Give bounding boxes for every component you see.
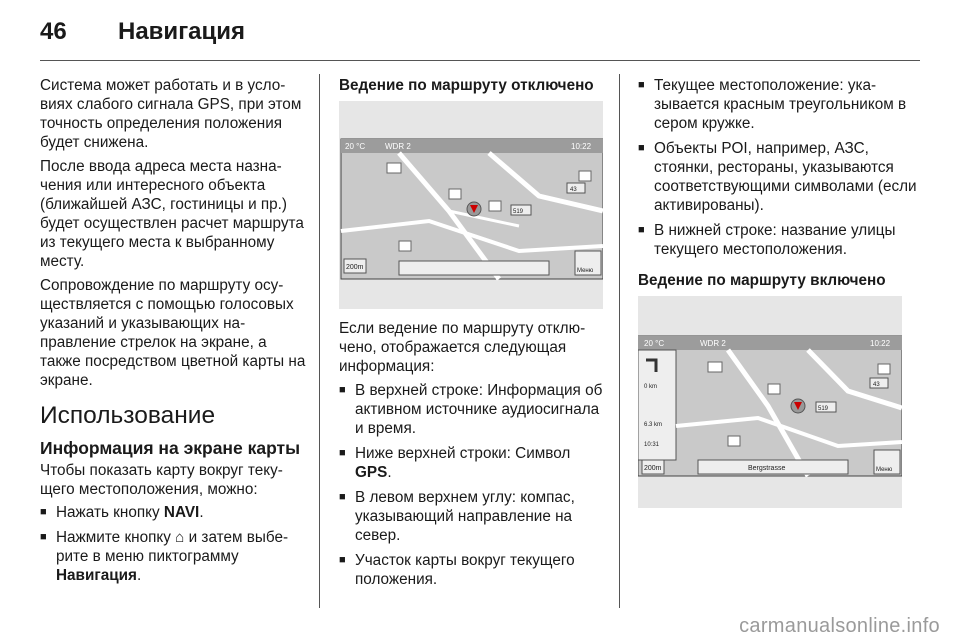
map-remaining-distance: 6.3 km — [644, 422, 663, 428]
column-divider-2 — [619, 74, 620, 608]
column-2 — [339, 76, 609, 595]
gps-label: GPS — [355, 464, 388, 481]
page-number: 46 — [40, 18, 67, 45]
list-item: ■ Нажать кнопку NAVI. — [40, 503, 308, 522]
paragraph: Чтобы показать карту вокруг текущего местоположения, можно: — [40, 462, 283, 498]
map-road-number: 519 — [818, 406, 829, 412]
map-turn-distance: 0 km — [644, 384, 658, 390]
column-divider-1 — [319, 74, 320, 608]
page-title: Навигация — [118, 18, 246, 45]
list-item: ■ В нижней строке: название улицы текущего местоположения. — [638, 221, 920, 259]
map-time: 10:22 — [571, 142, 592, 151]
paragraph: Если ведение по маршруту отключено, отображается следующая информация: — [339, 320, 586, 375]
map-station: WDR 2 — [700, 339, 726, 348]
bullet-list — [40, 503, 308, 585]
list-item: ■ Ниже верхней строки: Символ GPS. — [339, 444, 609, 482]
section-heading: Ведение по маршруту отключено — [339, 77, 594, 94]
watermark: carmanualsonline.info — [739, 615, 940, 637]
map-temp: 20 °C — [345, 142, 366, 151]
column-3 — [638, 76, 920, 518]
map-station: WDR 2 — [385, 142, 411, 151]
map-screenshot-guidance-off — [339, 101, 603, 309]
map-scale: 200m — [644, 465, 662, 472]
list-item: ■ В левом верхнем углу: компас, указывающий направление на север. — [339, 488, 609, 545]
map-screenshot-guidance-on — [638, 296, 902, 508]
section-heading: Ведение по маршруту включено — [638, 272, 886, 289]
map-menu-button: Меню — [577, 268, 594, 274]
home-icon: ⌂ — [175, 529, 185, 546]
paragraph: После ввода адреса места назначения или интересного объекта (ближайшей АЗС, гостиницы и пр.) будет осуществлен расчет маршрута из текущего места к выбранному месту. — [40, 158, 304, 270]
bullet-list — [638, 76, 920, 259]
paragraph: Сопровождение по маршруту осуществляется с помощью голосовых указаний и указывающих направление стрелок на экране, а также посредством цветной карты на экране. — [40, 277, 306, 389]
navigation-label: Навигация — [56, 567, 137, 584]
map-street-name: Bergstrasse — [748, 465, 786, 472]
map-arrival-time: 10:31 — [644, 442, 660, 448]
column-1 — [40, 76, 308, 591]
section-heading: Использование — [40, 402, 216, 429]
map-scale: 200m — [346, 264, 364, 271]
map-road-number: 519 — [513, 209, 524, 215]
map-menu-button: Меню — [876, 467, 893, 473]
bullet-list — [339, 381, 609, 589]
header-rule — [40, 60, 920, 61]
list-item: ■ Объекты POI, например, АЗС, стоянки, рестораны, указываются соответствующими символами (если активированы). — [638, 139, 920, 215]
map-exit-number: 43 — [873, 382, 880, 388]
page-header — [0, 0, 960, 62]
navi-button-label: NAVI — [163, 504, 200, 521]
list-item: ■ Участок карты вокруг текущего положения. — [339, 551, 609, 589]
map-temp: 20 °C — [644, 339, 665, 348]
list-item: ■ В верхней строке: Информация об активном источнике аудиосигнала и время. — [339, 381, 609, 438]
paragraph: Система может работать и в условиях слабого сигнала GPS, при этом точность определения положения будет снижена. — [40, 77, 302, 151]
list-item: ■ Текущее местоположение: указывается красным треугольником в сером кружке. — [638, 76, 920, 133]
map-time: 10:22 — [870, 339, 891, 348]
subsection-heading: Информация на экране карты — [40, 438, 301, 458]
map-exit-number: 43 — [570, 187, 577, 193]
list-item: ■ Нажмите кнопку ⌂ и затем выберите в меню пиктограмму Навигация. — [40, 528, 308, 585]
